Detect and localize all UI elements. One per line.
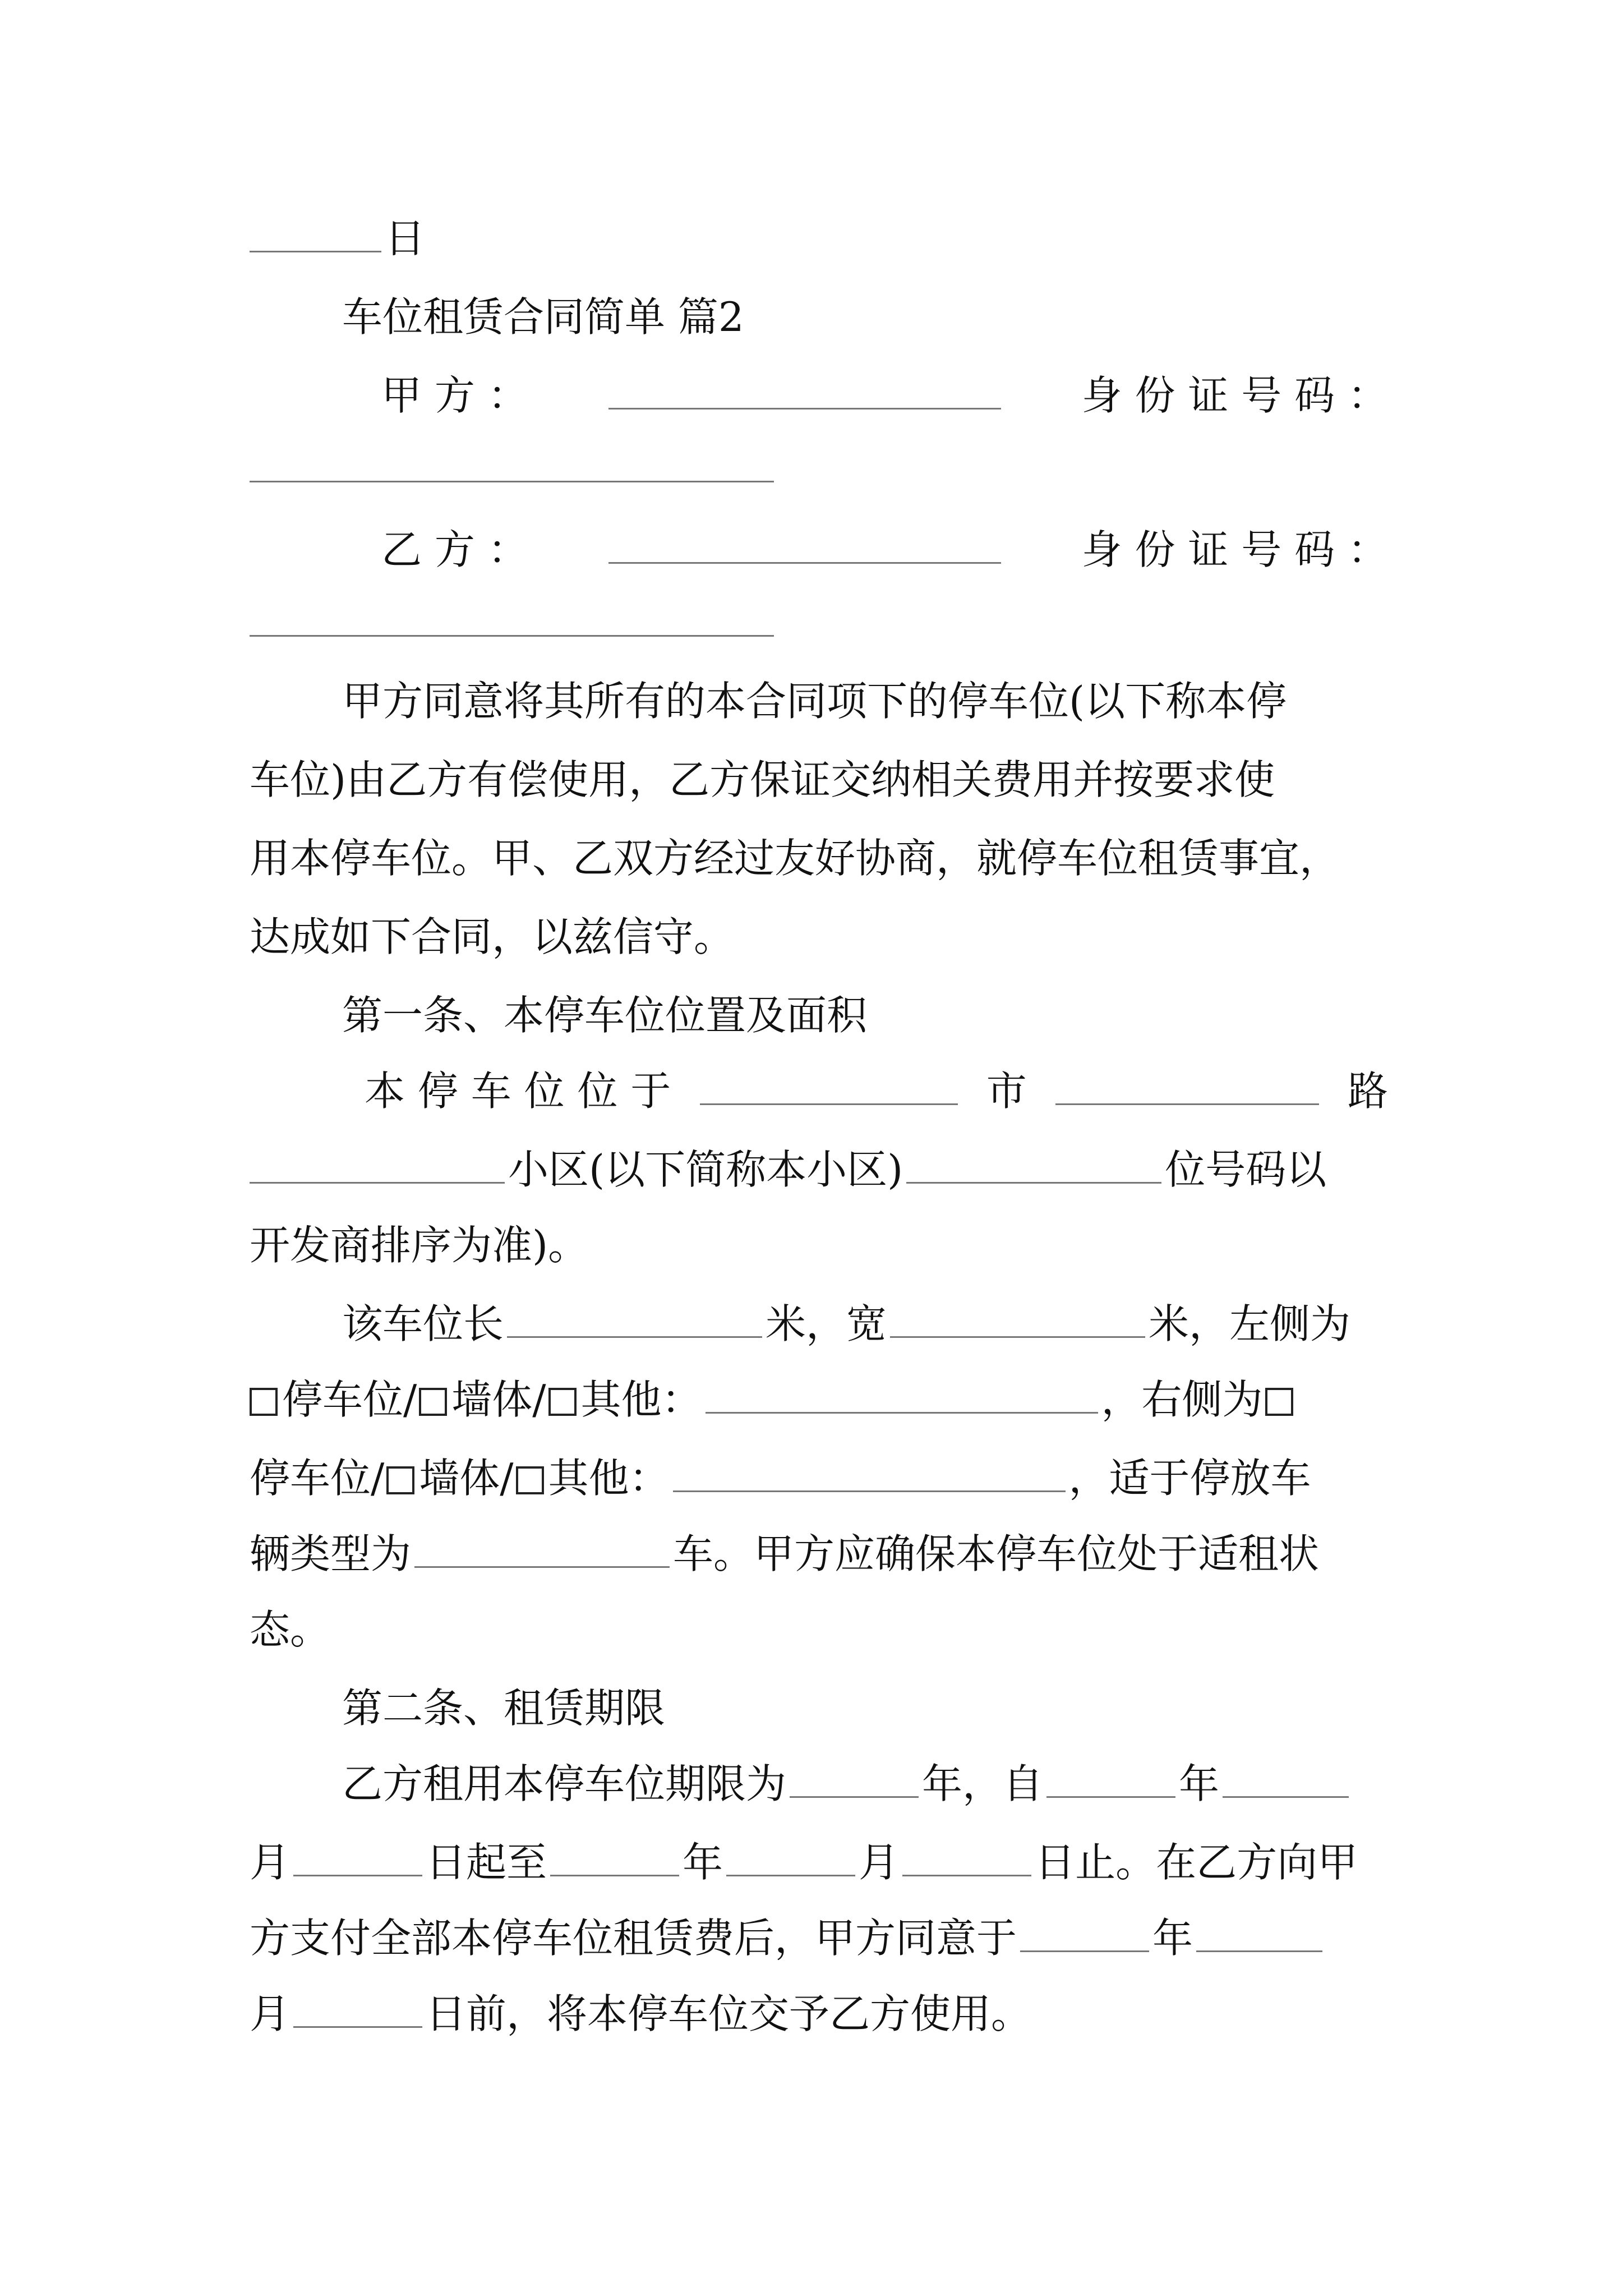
width-label: 米，宽 (766, 1300, 887, 1347)
location-label: 本 停 车 位 位 于 (365, 1068, 671, 1115)
party-b-line (381, 522, 1388, 578)
month-label: 月 (250, 1839, 291, 1886)
day-text: 日 (385, 215, 426, 262)
term-line4 (250, 1986, 1388, 2042)
city-text: 市 (986, 1068, 1027, 1115)
year-label: 年 (1152, 1915, 1193, 1962)
party-a-id-label: 身 份 证 号 码 ： (1081, 372, 1388, 419)
end-month-blank (726, 1836, 855, 1876)
party-b-label: 乙 方 ： (381, 526, 528, 573)
term-label: 乙方租用本停车位期限为 (342, 1760, 787, 1807)
community-blank (250, 1143, 505, 1184)
month-label: 月 (250, 1990, 291, 2037)
month-label: 月 (859, 1839, 900, 1886)
delivery-day-blank (293, 1987, 422, 2028)
option-other: 其他： (548, 1455, 670, 1502)
para1-line3: 用本停车位。甲、乙双方经过友好协商，就停车位租赁事宜， (250, 835, 1340, 882)
vehicle-type-text: 车。甲方应确保本停车位处于适租状 (673, 1530, 1320, 1577)
party-a-name-blank (608, 369, 1001, 409)
term-line3 (250, 1910, 1388, 1966)
right-side-options (250, 1450, 1388, 1506)
delivery-year-blank (1020, 1912, 1149, 1952)
party-b-id-line (250, 595, 1388, 651)
year-label: 年 (1179, 1760, 1220, 1807)
left-side-options (250, 1372, 1388, 1428)
checkbox-icon[interactable] (548, 1388, 577, 1416)
space-number-blank (906, 1143, 1161, 1184)
length-blank (507, 1297, 762, 1338)
checkbox-icon[interactable] (419, 1388, 447, 1416)
delivery-text: 日前，将本停车位交予乙方使用。 (426, 1990, 1032, 2037)
checkbox-icon[interactable] (1265, 1388, 1293, 1416)
space-number-text: 位号码以 (1165, 1146, 1327, 1193)
left-side-label: 米，左侧为 (1149, 1300, 1351, 1347)
until-label: 日起至 (426, 1839, 547, 1886)
right-side-label: ，右侧为 (1101, 1376, 1263, 1423)
party-b-id-label: 身 份 证 号 码 ： (1081, 526, 1388, 573)
term-line2 (250, 1834, 1388, 1890)
para1-line2: 车位)由乙方有偿使用，乙方保证交纳相关费用并按要求使 (250, 756, 1275, 803)
community-text: 小区(以下简称本小区) (508, 1146, 903, 1193)
checkbox-icon[interactable] (386, 1466, 414, 1494)
end-year-blank (550, 1836, 679, 1876)
date-line (250, 210, 1388, 266)
start-year-blank (1046, 1757, 1175, 1798)
location-line2 (250, 1142, 1388, 1198)
end-day-blank (902, 1836, 1031, 1876)
road-text: 路 (1347, 1068, 1388, 1115)
start-month-blank (1223, 1757, 1349, 1798)
term-line1 (342, 1756, 1481, 1812)
party-a-line (381, 367, 1388, 424)
vehicle-type-line (250, 1526, 1388, 1582)
delivery-month-blank (1196, 1912, 1322, 1952)
size-line (342, 1296, 1481, 1352)
payment-text: 方支付全部本停车位租赁费后，甲方同意于 (250, 1915, 1017, 1962)
vehicle-label: ，适于停放车 (1068, 1455, 1311, 1502)
option-parking: 停车位/ (250, 1455, 385, 1502)
party-a-id-blank (250, 442, 774, 482)
option-parking: 停车位/ (282, 1376, 417, 1423)
article2-title: 第二条、租赁期限 (342, 1685, 666, 1732)
from-label: 年，自 (922, 1760, 1044, 1807)
article1-title: 第一条、本停车位位置及面积 (342, 992, 868, 1039)
option-wall: 墙体/ (419, 1455, 514, 1502)
blank-field (250, 212, 381, 252)
option-wall: 墙体/ (451, 1376, 546, 1423)
location-line1 (365, 1063, 1388, 1119)
location-line3: 开发商排序为准)。 (250, 1222, 589, 1269)
para1-line1: 甲方同意将其所有的本合同项下的停车位(以下称本停 (342, 678, 1287, 725)
other-blank (673, 1452, 1066, 1492)
party-b-id-blank (250, 596, 774, 637)
vehicle-type-line2: 态。 (250, 1606, 331, 1653)
option-other: 其他： (580, 1376, 702, 1423)
year-label: 年 (683, 1839, 723, 1886)
length-label: 该车位长 (342, 1300, 504, 1347)
other-blank (706, 1373, 1098, 1414)
vehicle-type-label: 辆类型为 (250, 1530, 412, 1577)
years-blank (790, 1757, 919, 1798)
start-day-blank (293, 1836, 422, 1876)
party-b-name-blank (608, 523, 1001, 564)
para1-line4: 达成如下合同，以兹信守。 (250, 913, 735, 960)
checkbox-icon[interactable] (250, 1388, 278, 1416)
vehicle-type-blank (414, 1527, 670, 1568)
width-blank (890, 1297, 1145, 1338)
checkbox-icon[interactable] (516, 1466, 544, 1494)
party-a-label: 甲 方 ： (381, 372, 528, 419)
party-a-id-line (250, 440, 1388, 496)
contract-title: 车位租赁合同简单 篇2 (342, 293, 744, 341)
city-blank (700, 1065, 958, 1105)
end-text: 日止。在乙方向甲 (1035, 1839, 1358, 1886)
road-blank (1055, 1065, 1319, 1105)
